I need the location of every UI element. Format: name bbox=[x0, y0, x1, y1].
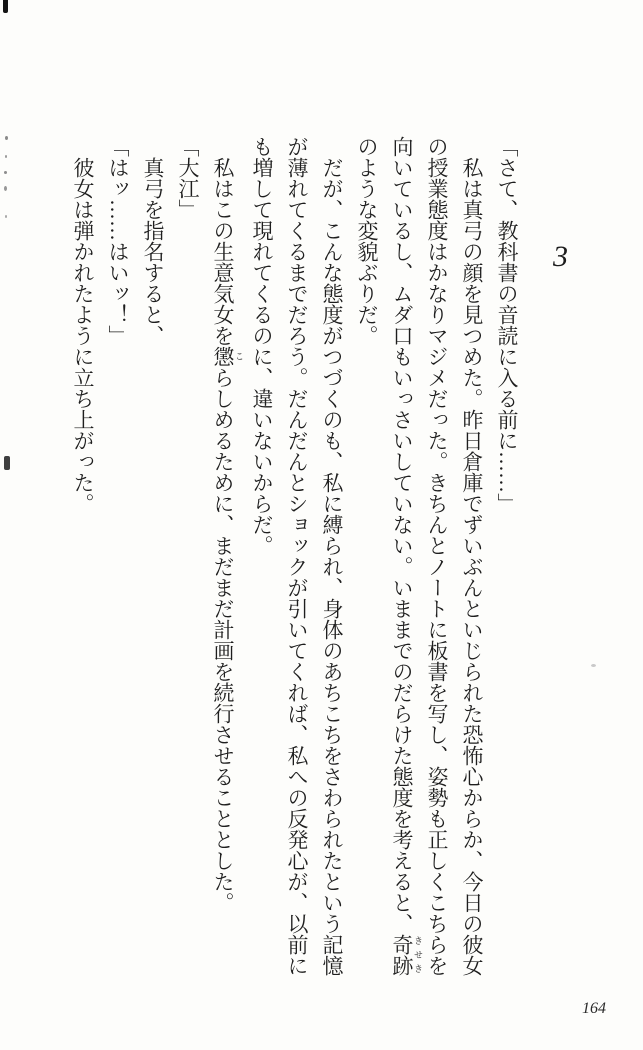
chapter-number: 3 bbox=[553, 240, 568, 273]
paragraph: だが、こんな態度がつづくのも、私に縛られ、身体のあちこちをさわられたという記憶が薄れてくるまでだろう。だんだんとショックが引いてくれば、私への反発心が、以前にも増して現れてくるのに、違いないからだ。 bbox=[250, 136, 344, 976]
paragraph: 「さて、教科書の音読に入る前に……」 bbox=[495, 136, 519, 514]
scan-artifact bbox=[591, 664, 596, 667]
paragraph: 彼女は弾かれたように立ち上がった。 bbox=[71, 157, 95, 514]
scan-artifact bbox=[4, 171, 7, 174]
vertical-text-block bbox=[65, 136, 524, 978]
paragraph: 私は真弓の顔を見つめた。昨日倉庫でずいぶんといじられた恐怖心からか、今日の彼女の授業態度はかなりマジメだった。きちんとノートに板書を写し、姿勢も正しくこちらを向いているし、ムダ口もいっさいしていない。いままでのだらけた態度を考えると、奇跡 きせきのような変貌ぶりだ。 bbox=[355, 136, 484, 976]
paragraph: 真弓を指名すると、 bbox=[141, 157, 165, 346]
ruby-annotated-word: 奇跡 きせき bbox=[390, 934, 423, 976]
page-number: 164 bbox=[582, 1000, 606, 1017]
paragraph: 「大江」 bbox=[176, 136, 200, 220]
scan-artifact bbox=[4, 456, 10, 470]
scan-artifact bbox=[4, 186, 7, 191]
scan-artifact bbox=[5, 136, 8, 140]
ruby-annotated-word: 懲 こ bbox=[211, 346, 244, 367]
scan-artifact bbox=[5, 155, 7, 158]
paragraph: 私はこの生意気女を懲 こらしめるために、まだまだ計画を続行させることとした。 bbox=[211, 157, 244, 913]
scan-artifact bbox=[3, 0, 8, 13]
scan-artifact bbox=[5, 215, 7, 218]
paragraph: 「はッ……はいッ！」 bbox=[106, 136, 130, 346]
